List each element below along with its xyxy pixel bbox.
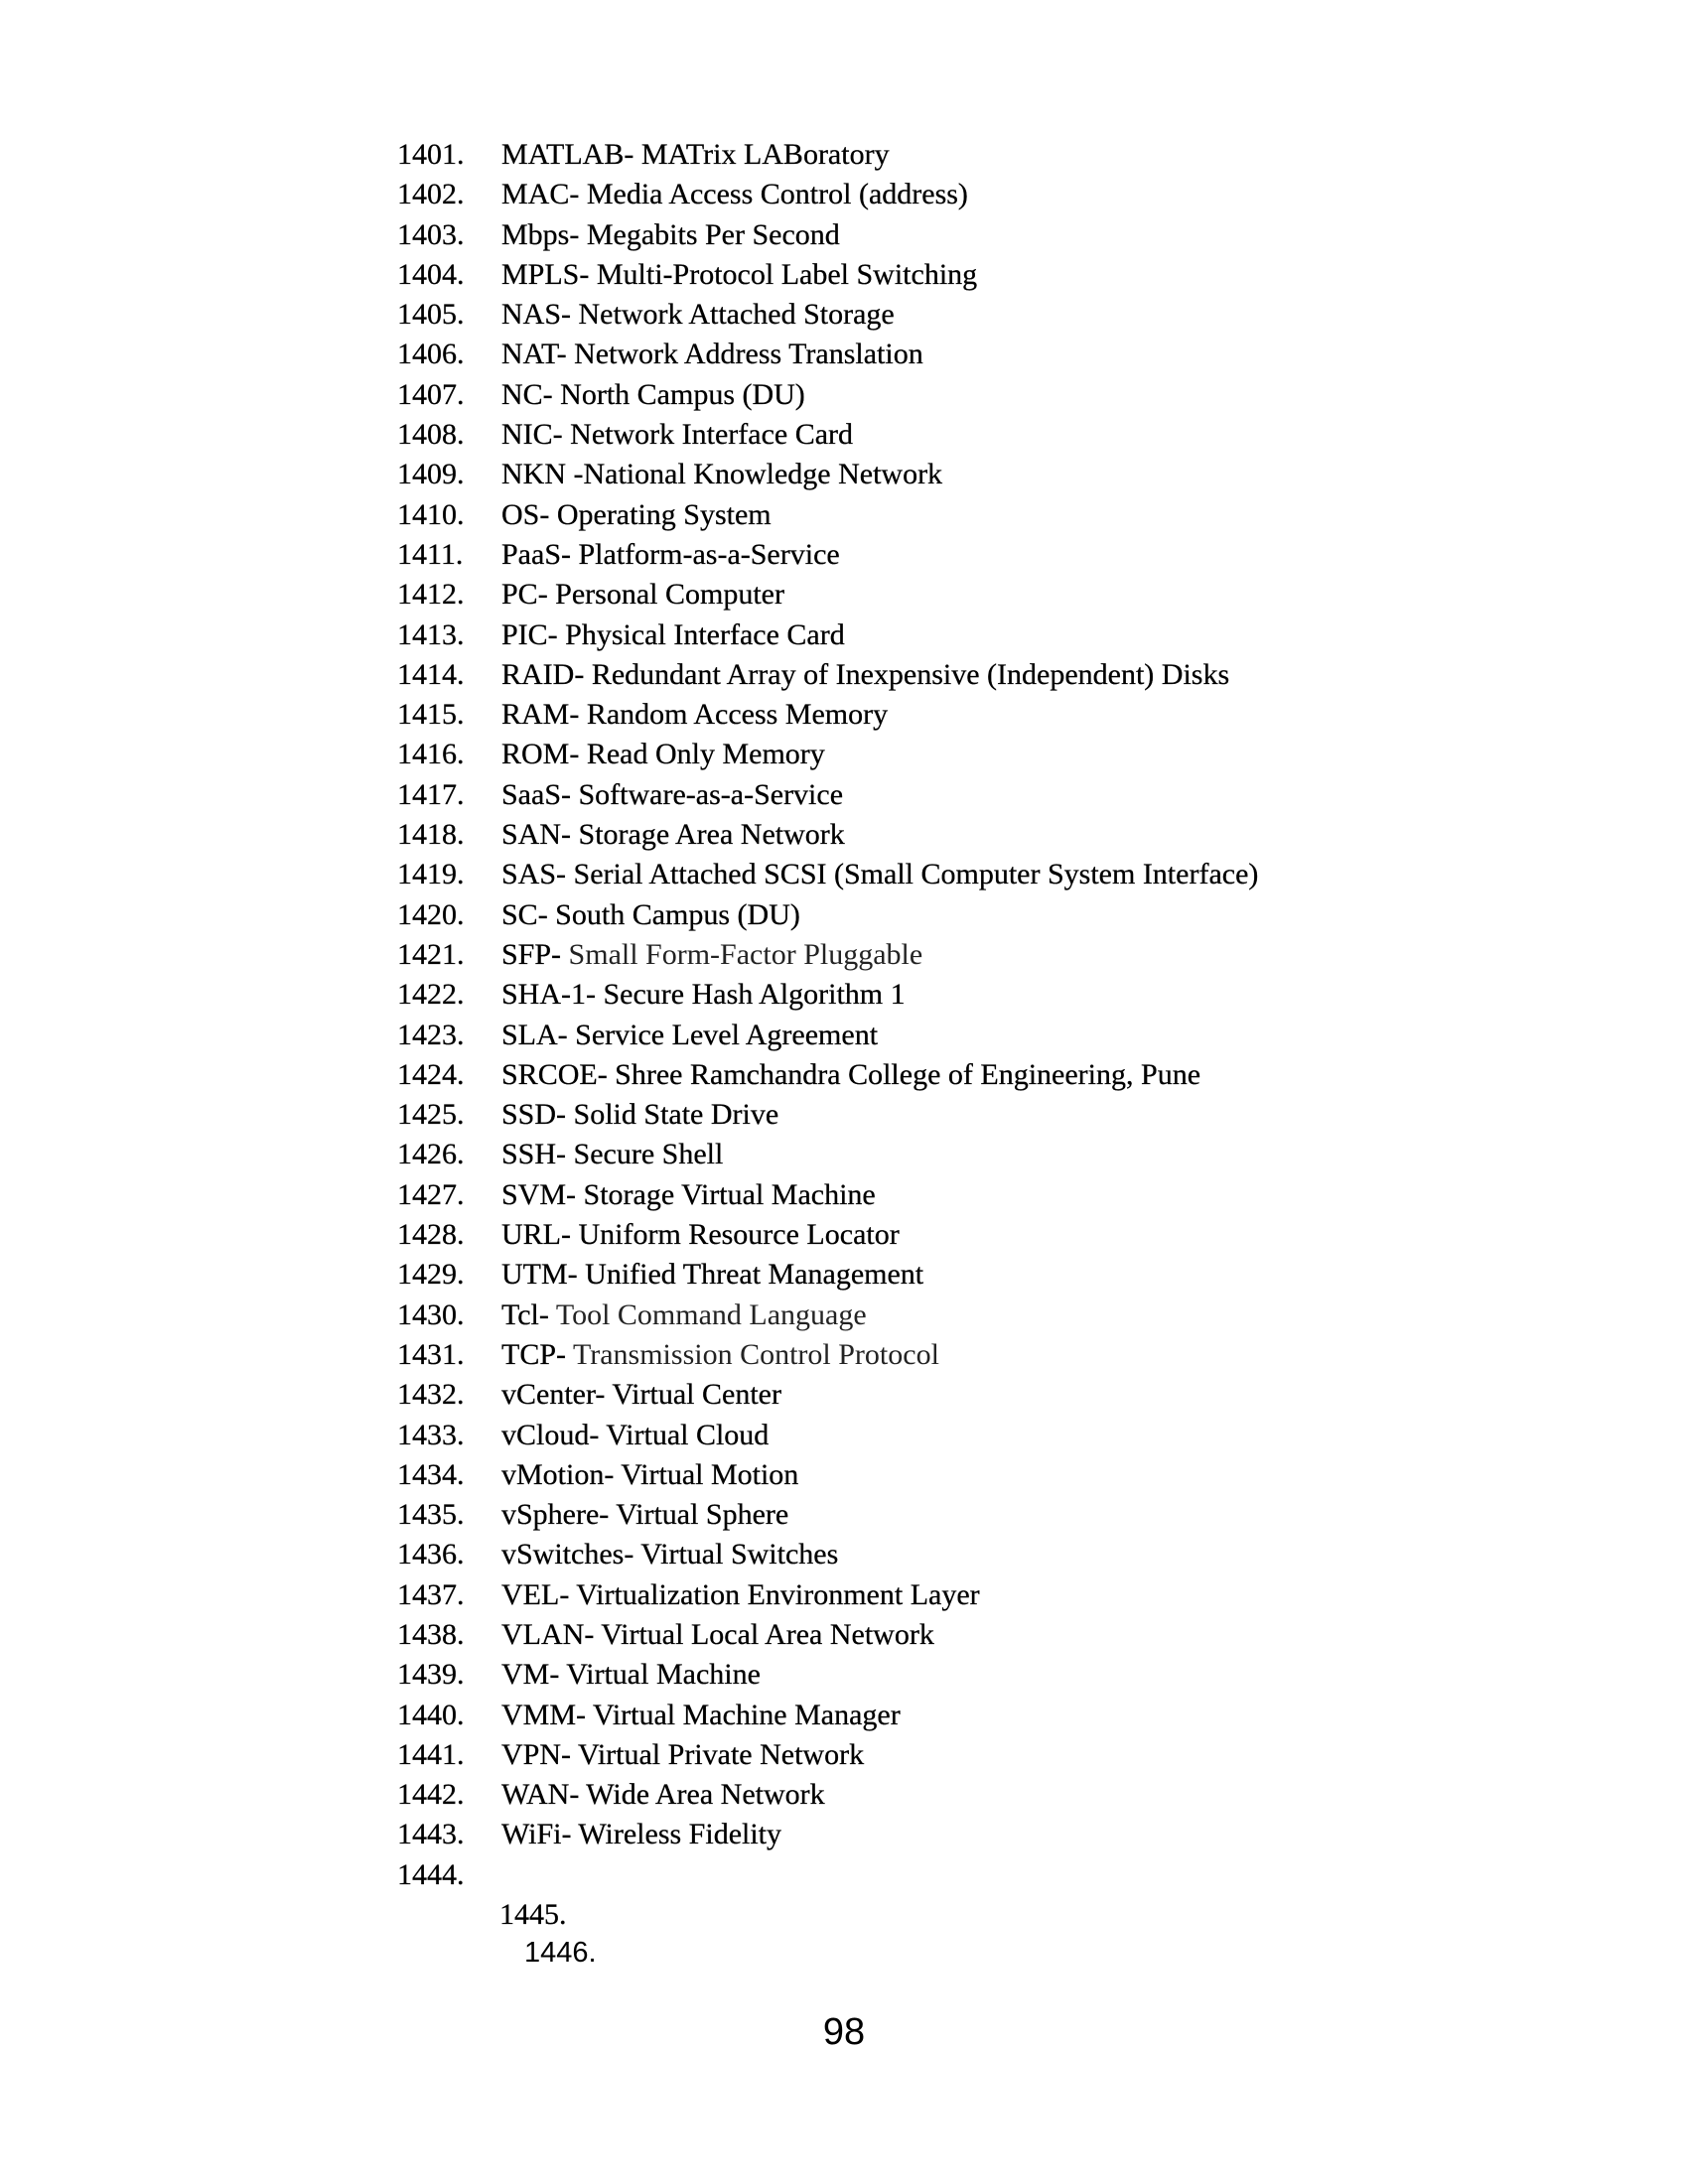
item-text: VLAN- Virtual Local Area Network [501,1617,934,1651]
item-text: NAT- Network Address Translation [501,338,923,371]
item-number: 1414. [397,657,465,691]
item-number: 1435. [397,1498,465,1532]
item-text: PaaS- Platform-as-a-Service [501,537,840,571]
item-text: SSD- Solid State Drive [501,1098,779,1132]
item-number: 1410. [397,497,465,531]
list-item [397,855,1258,894]
item-text: vCloud- Virtual Cloud [501,1418,770,1451]
item-text: vCenter- Virtual Center [501,1378,781,1412]
list-item [397,895,1258,935]
item-number: 1419. [397,858,465,891]
list-item [397,1575,1258,1615]
item-text: NAS- Network Attached Storage [501,298,895,332]
list-item [397,135,1258,175]
item-text: vSwitches- Virtual Switches [501,1538,839,1571]
list-item [397,1255,1258,1295]
list-item [397,775,1258,815]
item-number: 1416. [397,738,465,771]
list-item [397,1735,1258,1775]
item-number: 1445. [499,1898,567,1932]
item-number: 1437. [397,1577,465,1611]
item-number: 1432. [397,1378,465,1412]
item-text: SAN- Storage Area Network [501,818,845,852]
item-text: NC- North Campus (DU) [501,377,805,411]
item-text: RAID- Redundant Array of Inexpensive (Independent) Disks [501,657,1230,691]
list-item [397,1135,1258,1174]
item-text: SSH- Secure Shell [501,1138,724,1171]
acronym-list [397,135,1258,1971]
list-item [397,295,1258,335]
list-item [397,655,1258,695]
item-text: MAC- Media Access Control (address) [501,178,968,211]
list-item [397,1215,1258,1255]
item-text-tail: Tool Command Language [548,1297,867,1331]
item-number: 1438. [397,1617,465,1651]
list-item [397,415,1258,455]
list-item [397,495,1258,535]
item-text: SLA- Service Level Agreement [501,1018,879,1051]
item-text: vSphere- Virtual Sphere [501,1498,789,1532]
item-number: 1403. [397,217,465,251]
item-number: 1444. [397,1857,465,1891]
item-number: 1412. [397,578,465,612]
item-text: SRCOE- Shree Ramchandra College of Engineering, Pune [501,1057,1201,1091]
page-number: 98 [822,2011,866,2053]
item-number: 1415. [397,698,465,732]
list-item [499,1895,1258,1935]
item-number: 1429. [397,1258,465,1292]
item-number: 1422. [397,978,465,1012]
item-text: PC- Personal Computer [501,578,784,612]
item-number: 1406. [397,338,465,371]
item-number: 1425. [397,1098,465,1132]
list-item [397,1696,1258,1735]
list-item [397,1855,1258,1895]
item-text-tail: Transmission Control Protocol [566,1337,939,1371]
item-text: SVM- Storage Virtual Machine [501,1177,876,1211]
item-number: 1408. [397,418,465,452]
item-text: vMotion- Virtual Motion [501,1457,799,1491]
item-number: 1446. [524,1937,597,1970]
item-number: 1413. [397,617,465,651]
list-item [397,615,1258,655]
list-item [397,1375,1258,1415]
list-item [397,695,1258,735]
item-text: VEL- Virtualization Environment Layer [501,1577,980,1611]
list-item [397,1095,1258,1135]
item-number: 1443. [397,1818,465,1851]
list-item [397,1815,1258,1854]
list-item [397,535,1258,575]
item-number: 1428. [397,1218,465,1252]
item-number: 1433. [397,1418,465,1451]
item-number: 1434. [397,1457,465,1491]
item-text: VM- Virtual Machine [501,1658,761,1692]
list-item [524,1935,1258,1971]
item-number: 1441. [397,1737,465,1771]
list-item [397,255,1258,295]
item-number: 1405. [397,298,465,332]
item-text: OS- Operating System [501,497,772,531]
item-text: NKN -National Knowledge Network [501,458,943,491]
item-text: TCP- Transmission Control Protocol [501,1337,939,1371]
list-item [397,215,1258,255]
item-text: SC- South Campus (DU) [501,897,800,931]
item-text: SAS- Serial Attached SCSI (Small Computer System Interface) [501,858,1259,891]
list-item [397,1055,1258,1095]
list-item [397,975,1258,1015]
item-text: VPN- Virtual Private Network [501,1737,865,1771]
item-number: 1417. [397,777,465,811]
item-text-tail: Small Form-Factor Pluggable [561,937,923,971]
item-text: UTM- Unified Threat Management [501,1258,924,1292]
item-text: MPLS- Multi-Protocol Label Switching [501,257,978,291]
item-number: 1442. [397,1778,465,1812]
item-text: WiFi- Wireless Fidelity [501,1818,782,1851]
item-text: VMM- Virtual Machine Manager [501,1698,901,1731]
item-number: 1407. [397,377,465,411]
item-text: RAM- Random Access Memory [501,698,889,732]
item-number: 1401. [397,138,465,171]
item-text: SHA-1- Secure Hash Algorithm 1 [501,978,906,1012]
item-text: MATLAB- MATrix LABoratory [501,138,890,171]
list-item [397,1455,1258,1495]
item-text: WAN- Wide Area Network [501,1778,825,1812]
item-number: 1431. [397,1337,465,1371]
list-item [397,335,1258,374]
item-number: 1430. [397,1297,465,1331]
item-text: SFP- Small Form-Factor Pluggable [501,937,923,971]
list-item [397,1495,1258,1535]
list-item [397,935,1258,975]
list-item [397,455,1258,494]
list-item [397,1296,1258,1335]
item-number: 1423. [397,1018,465,1051]
list-item [397,1335,1258,1375]
item-number: 1411. [397,537,464,571]
list-item [397,815,1258,855]
item-number: 1439. [397,1658,465,1692]
list-item [397,1016,1258,1055]
list-item [397,375,1258,415]
item-number: 1436. [397,1538,465,1571]
list-item [397,1775,1258,1815]
item-number: 1440. [397,1698,465,1731]
item-number: 1420. [397,897,465,931]
item-number: 1418. [397,818,465,852]
item-number: 1426. [397,1138,465,1171]
list-item [397,175,1258,214]
item-number: 1427. [397,1177,465,1211]
list-item [397,1655,1258,1695]
item-text: SaaS- Software-as-a-Service [501,777,844,811]
list-item [397,1615,1258,1655]
item-number: 1409. [397,458,465,491]
list-item [397,735,1258,774]
item-number: 1402. [397,178,465,211]
item-text: URL- Uniform Resource Locator [501,1218,900,1252]
list-item [397,575,1258,614]
list-item [397,1416,1258,1455]
item-text: ROM- Read Only Memory [501,738,825,771]
item-number: 1404. [397,257,465,291]
item-text: PIC- Physical Interface Card [501,617,845,651]
item-text: NIC- Network Interface Card [501,418,854,452]
item-number: 1421. [397,937,465,971]
list-item [397,1535,1258,1574]
item-text: Mbps- Megabits Per Second [501,217,840,251]
item-text: Tcl- Tool Command Language [501,1297,867,1331]
item-number: 1424. [397,1057,465,1091]
list-item [397,1175,1258,1215]
